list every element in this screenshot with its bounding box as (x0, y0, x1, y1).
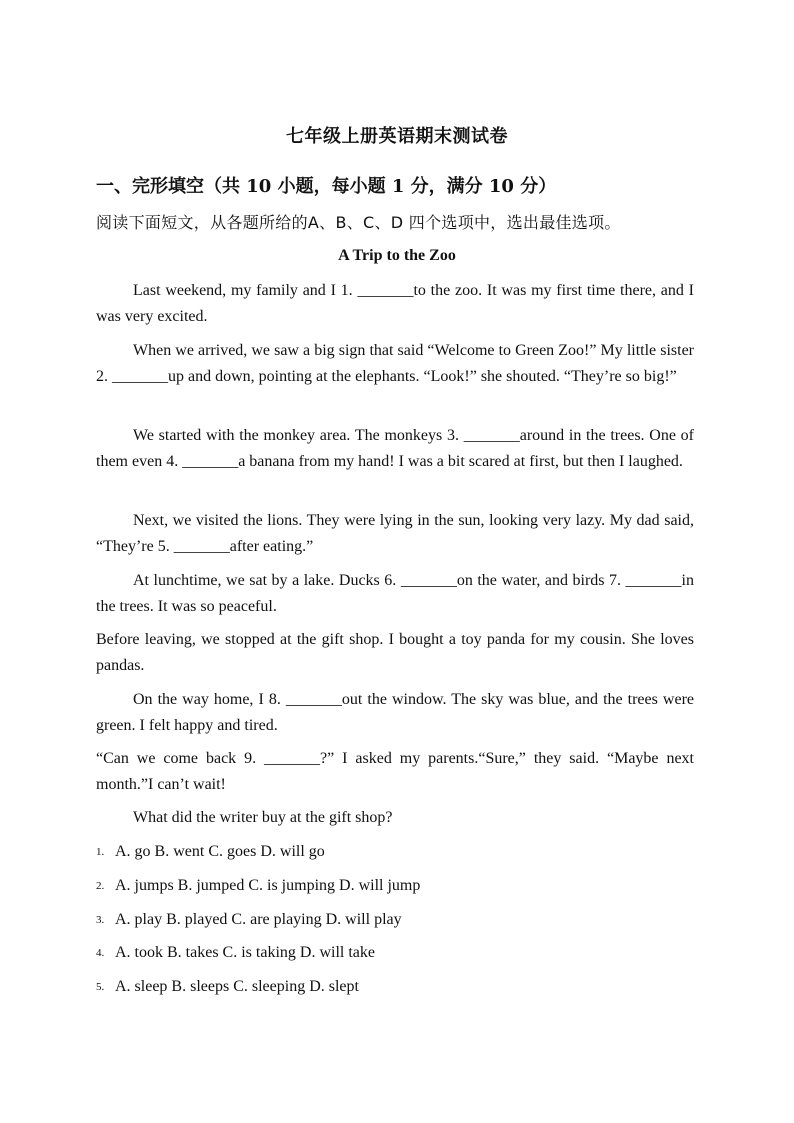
option-row-1 (96, 843, 325, 861)
option-number: 2. (96, 880, 105, 892)
instructions: 阅读下面短文，从各题所给的A、B、C、D 四个选项中，选出最佳选项。 (96, 213, 621, 232)
option-row-3 (96, 911, 402, 929)
option-text: A. took B. takes C. is taking D. will take (115, 944, 375, 961)
option-text: A. jumps B. jumped C. is jumping D. will jump (115, 877, 421, 894)
option-row-4 (96, 944, 375, 962)
paragraph-6: Before leaving, we stopped at the gift shop. I bought a toy panda for my cousin. She loves pandas. (96, 631, 694, 674)
option-text: A. go B. went C. goes D. will go (115, 843, 325, 860)
question-line: What did the writer buy at the gift shop? (133, 809, 393, 826)
option-row-5 (96, 978, 359, 996)
option-text: A. play B. played C. are playing D. will play (115, 911, 402, 928)
section-heading: 一、完形填空（共 10 小题，每小题 1 分，满分 10 分） (96, 176, 557, 197)
paragraph-2: When we arrived, we saw a big sign that said “Welcome to Green Zoo!” My little sister 2. _______up and down, pointing at the elephants. “Look!” she shouted. “They’re so big!” (96, 342, 694, 385)
option-number: 3. (96, 914, 105, 926)
option-text: A. sleep B. sleeps C. sleeping D. slept (115, 978, 359, 995)
paragraph-3: We started with the monkey area. The monkeys 3. _______around in the trees. One of them even 4. _______a banana from my hand! I was a bit scared at first, but then I laughed. (96, 427, 694, 470)
option-number: 1. (96, 846, 105, 858)
option-number: 5. (96, 981, 105, 993)
option-row-2 (96, 877, 420, 895)
paragraph-1: Last weekend, my family and I 1. _______to the zoo. It was my first time there, and I was very excited. (96, 282, 694, 325)
passage-title: A Trip to the Zoo (338, 247, 456, 264)
paragraph-4: Next, we visited the lions. They were lying in the sun, looking very lazy. My dad said, “They’re 5. _______after eating.” (96, 512, 694, 555)
paragraph-7: On the way home, I 8. _______out the window. The sky was blue, and the trees were green. I felt happy and tired. (96, 691, 694, 734)
paragraph-5: At lunchtime, we sat by a lake. Ducks 6. _______on the water, and birds 7. _______in the trees. It was so peaceful. (96, 572, 694, 615)
exam-title: 七年级上册英语期末测试卷 (286, 126, 508, 147)
option-number: 4. (96, 947, 105, 959)
paragraph-8: “Can we come back 9. _______?” I asked my parents.“Sure,” they said. “Maybe next month.”I can’t wait! (96, 750, 694, 793)
